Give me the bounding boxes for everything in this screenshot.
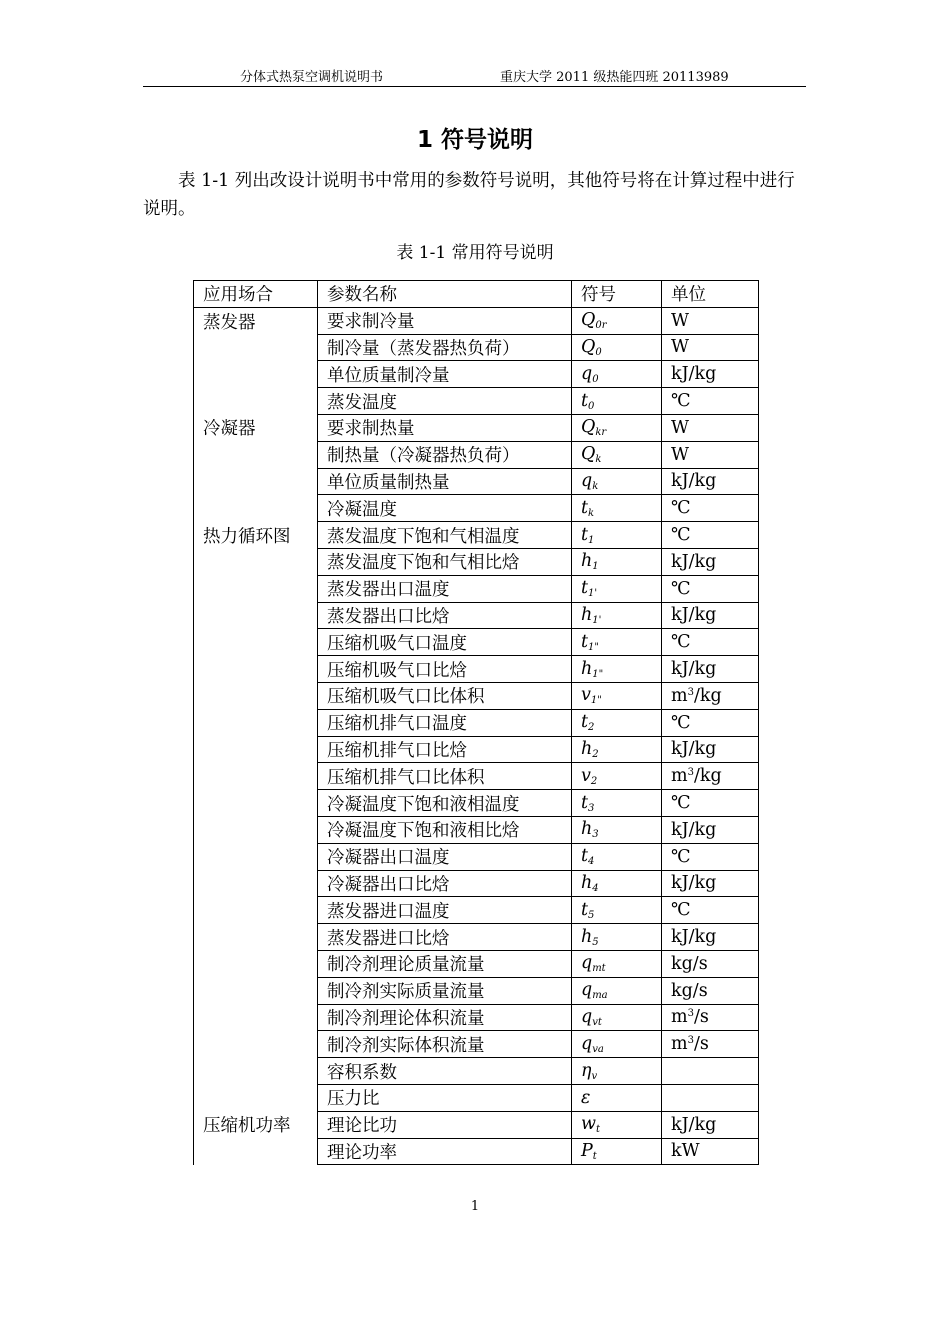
unit-cell: [662, 1084, 759, 1111]
section-title: 1 符号说明: [416, 127, 533, 153]
symbol-letter: Q: [581, 310, 596, 331]
unit-cell: [662, 334, 759, 361]
symbol-subscript: k: [595, 454, 602, 466]
symbol-cell: [572, 870, 662, 897]
symbol-subscript: kr: [595, 427, 607, 439]
symbol-subscript: 2: [592, 748, 599, 760]
symbol-cell: [572, 414, 662, 441]
unit-text: kW: [671, 1141, 700, 1162]
parameter-name-cell: 制冷剂实际质量流量: [318, 977, 572, 1004]
symbol-subscript: 3: [588, 802, 595, 814]
unit-text: kJ/kg: [671, 605, 717, 626]
header-cell-parameter: 参数名称: [318, 281, 572, 308]
table-caption: 表 1-1 常用符号说明: [396, 243, 554, 263]
unit-cell: [662, 897, 759, 924]
unit-text: m: [671, 766, 688, 787]
symbol-subscript: 4: [588, 856, 595, 868]
symbol-subscript: ma: [592, 990, 608, 1002]
symbol-letter: t: [581, 524, 589, 545]
symbol-letter: h: [581, 658, 593, 679]
symbol-letter: w: [581, 1114, 596, 1135]
symbol-subscript: 1: [588, 534, 595, 546]
symbol-cell: [572, 1058, 662, 1085]
unit-cell: [662, 522, 759, 549]
unit-text: kg/s: [671, 953, 708, 974]
parameter-name-cell: 压缩机吸气口温度: [318, 629, 572, 656]
parameter-name-cell: 蒸发器进口比焓: [318, 924, 572, 951]
parameter-name-cell: 压缩机吸气口比体积: [318, 682, 572, 709]
parameter-name-cell: 制冷剂理论体积流量: [318, 1004, 572, 1031]
table-row: [194, 1111, 759, 1138]
symbol-letter: t: [581, 390, 589, 411]
symbol-cell: [572, 629, 662, 656]
symbol-cell: [572, 307, 662, 334]
parameter-name-cell: 理论比功: [318, 1111, 572, 1138]
unit-text: ℃: [671, 793, 691, 814]
unit-cell: [662, 790, 759, 817]
group-cell: 冷凝器: [194, 414, 318, 521]
table-header-row: [194, 281, 759, 308]
unit-suffix: /s: [693, 1034, 709, 1055]
unit-cell: [662, 656, 759, 683]
parameter-name-cell: 制冷量（蒸发器热负荷）: [318, 334, 572, 361]
symbol-letter: Q: [581, 444, 596, 465]
symbol-subscript: 1": [590, 695, 602, 707]
unit-cell: [662, 388, 759, 415]
symbol-subscript: k: [592, 480, 599, 492]
symbol-letter: h: [581, 551, 593, 572]
symbol-letter: v: [581, 685, 591, 706]
unit-cell: [662, 1004, 759, 1031]
symbol-letter: q: [581, 1006, 593, 1027]
table-body: [194, 307, 759, 1165]
unit-cell: [662, 763, 759, 790]
unit-cell: [662, 924, 759, 951]
parameter-name-cell: 制热量（冷凝器热负荷）: [318, 441, 572, 468]
unit-text: kJ/kg: [671, 927, 717, 948]
symbol-letter: t: [581, 846, 589, 867]
unit-text: m: [671, 1034, 688, 1055]
symbol-cell: [572, 977, 662, 1004]
symbol-subscript: mt: [592, 963, 606, 975]
parameter-name-cell: 制冷剂理论质量流量: [318, 950, 572, 977]
unit-superscript: 3: [687, 686, 694, 698]
symbol-cell: [572, 1138, 662, 1165]
symbol-subscript: 0: [592, 373, 599, 385]
unit-cell: [662, 629, 759, 656]
symbol-subscript: k: [588, 507, 595, 519]
symbol-subscript: 2: [588, 722, 595, 734]
symbol-cell: [572, 575, 662, 602]
unit-text: ℃: [671, 712, 691, 733]
symbol-cell: [572, 656, 662, 683]
parameter-name-cell: 蒸发器进口温度: [318, 897, 572, 924]
header-cell-unit: 单位: [662, 281, 759, 308]
parameter-name-cell: 压缩机吸气口比焓: [318, 656, 572, 683]
symbol-table: [193, 280, 759, 1165]
symbol-letter: t: [581, 899, 589, 920]
parameter-name-cell: 压力比: [318, 1084, 572, 1111]
unit-cell: [662, 307, 759, 334]
unit-text: m: [671, 1007, 688, 1028]
unit-cell: [662, 1138, 759, 1165]
symbol-cell: [572, 763, 662, 790]
symbol-cell: [572, 522, 662, 549]
symbol-subscript: t: [592, 1150, 597, 1162]
unit-cell: [662, 709, 759, 736]
parameter-name-cell: 理论功率: [318, 1138, 572, 1165]
parameter-name-cell: 蒸发温度下饱和气相比焓: [318, 548, 572, 575]
unit-cell: [662, 1111, 759, 1138]
table-row: [194, 522, 759, 549]
symbol-subscript: 1': [592, 614, 602, 626]
parameter-name-cell: 单位质量制冷量: [318, 361, 572, 388]
unit-text: ℃: [671, 498, 691, 519]
symbol-cell: [572, 843, 662, 870]
symbol-subscript: 2: [590, 775, 598, 787]
symbol-subscript: 5: [588, 909, 595, 921]
unit-cell: [662, 414, 759, 441]
parameter-name-cell: 冷凝温度: [318, 495, 572, 522]
unit-text: m: [671, 685, 688, 706]
unit-text: kJ/kg: [671, 364, 717, 385]
symbol-subscript: 3: [592, 829, 599, 841]
parameter-name-cell: 冷凝器出口比焓: [318, 870, 572, 897]
page-header: [143, 66, 806, 87]
header-cell-symbol: 符号: [572, 281, 662, 308]
page-number: 1: [470, 1199, 480, 1214]
table-row: [194, 307, 759, 334]
unit-cell: [662, 575, 759, 602]
symbol-letter: q: [581, 470, 593, 491]
symbol-cell: [572, 736, 662, 763]
header-author-info: 重庆大学 2011 级热能四班 20113989: [500, 70, 729, 85]
unit-text: W: [671, 337, 689, 358]
symbol-cell: [572, 388, 662, 415]
unit-cell: [662, 495, 759, 522]
symbol-letter: P: [581, 1140, 593, 1161]
symbol-subscript: v: [591, 1070, 598, 1082]
unit-text: ℃: [671, 632, 691, 653]
unit-text: ℃: [671, 391, 691, 412]
symbol-cell: [572, 1111, 662, 1138]
symbol-letter: q: [581, 363, 593, 384]
symbol-letter: Q: [581, 417, 596, 438]
symbol-cell: [572, 1004, 662, 1031]
unit-text: ℃: [671, 900, 691, 921]
symbol-letter: t: [581, 497, 589, 518]
symbol-subscript: va: [592, 1043, 604, 1055]
unit-text: kJ/kg: [671, 819, 717, 840]
unit-text: kJ/kg: [671, 873, 717, 894]
unit-cell: [662, 816, 759, 843]
symbol-cell: [572, 441, 662, 468]
symbol-subscript: t: [595, 1124, 601, 1136]
symbol-subscript: 4: [592, 882, 599, 894]
symbol-cell: [572, 548, 662, 575]
parameter-name-cell: 要求制热量: [318, 414, 572, 441]
parameter-name-cell: 冷凝温度下饱和液相温度: [318, 790, 572, 817]
symbol-cell: [572, 950, 662, 977]
unit-text: ℃: [671, 578, 691, 599]
parameter-name-cell: 制冷剂实际体积流量: [318, 1031, 572, 1058]
symbol-letter: v: [581, 765, 591, 786]
symbol-cell: [572, 361, 662, 388]
parameter-name-cell: 冷凝温度下饱和液相比焓: [318, 816, 572, 843]
unit-cell: [662, 441, 759, 468]
unit-text: kJ/kg: [671, 739, 717, 760]
unit-superscript: 3: [687, 1035, 694, 1047]
unit-text: kJ/kg: [671, 1114, 717, 1135]
unit-text: ℃: [671, 525, 691, 546]
symbol-letter: ε: [581, 1087, 591, 1108]
unit-text: W: [671, 444, 689, 465]
symbol-subscript: 1": [588, 641, 600, 653]
unit-superscript: 3: [687, 767, 694, 779]
unit-superscript: 3: [687, 1008, 694, 1020]
unit-text: kJ/kg: [671, 659, 717, 680]
unit-cell: [662, 602, 759, 629]
symbol-letter: h: [581, 926, 593, 947]
unit-text: W: [671, 417, 689, 438]
symbol-cell: [572, 1031, 662, 1058]
intro-paragraph: 表 1-1 列出改设计说明书中常用的参数符号说明，其他符号将在计算过程中进行说明。: [143, 171, 795, 219]
symbol-letter: h: [581, 738, 593, 759]
header-doc-title: 分体式热泵空调机说明书: [240, 70, 384, 85]
symbol-letter: h: [581, 604, 593, 625]
symbol-letter: t: [581, 578, 589, 599]
parameter-name-cell: 压缩机排气口比焓: [318, 736, 572, 763]
symbol-subscript: 0: [595, 346, 602, 358]
unit-cell: [662, 1031, 759, 1058]
symbol-subscript: 1': [588, 588, 598, 600]
parameter-name-cell: 冷凝器出口温度: [318, 843, 572, 870]
parameter-name-cell: 容积系数: [318, 1058, 572, 1085]
unit-cell: [662, 548, 759, 575]
parameter-name-cell: 单位质量制热量: [318, 468, 572, 495]
symbol-cell: [572, 468, 662, 495]
symbol-cell: [572, 334, 662, 361]
symbol-letter: q: [581, 980, 593, 1001]
symbol-cell: [572, 924, 662, 951]
parameter-name-cell: 压缩机排气口比体积: [318, 763, 572, 790]
unit-cell: [662, 843, 759, 870]
symbol-subscript: 1: [592, 561, 599, 573]
symbol-letter: q: [581, 1033, 593, 1054]
symbol-letter: η: [581, 1060, 592, 1081]
symbol-subscript: 0r: [595, 320, 607, 332]
symbol-cell: [572, 682, 662, 709]
symbol-subscript: 1": [592, 668, 604, 680]
table-row: [194, 414, 759, 441]
parameter-name-cell: 蒸发温度: [318, 388, 572, 415]
symbol-letter: q: [581, 953, 593, 974]
symbol-cell: [572, 709, 662, 736]
unit-suffix: /kg: [693, 685, 722, 706]
unit-text: kg/s: [671, 980, 708, 1001]
symbol-subscript: vt: [592, 1016, 602, 1028]
group-cell: 蒸发器: [194, 307, 318, 414]
symbol-cell: [572, 602, 662, 629]
unit-cell: [662, 682, 759, 709]
symbol-letter: Q: [581, 336, 596, 357]
unit-cell: [662, 736, 759, 763]
unit-text: ℃: [671, 846, 691, 867]
symbol-cell: [572, 495, 662, 522]
unit-cell: [662, 468, 759, 495]
symbol-letter: h: [581, 819, 593, 840]
unit-cell: [662, 950, 759, 977]
unit-cell: [662, 361, 759, 388]
parameter-name-cell: 要求制冷量: [318, 307, 572, 334]
unit-cell: [662, 870, 759, 897]
parameter-name-cell: 蒸发器出口比焓: [318, 602, 572, 629]
group-cell: 热力循环图: [194, 522, 318, 1112]
symbol-letter: t: [581, 712, 589, 733]
unit-cell: [662, 977, 759, 1004]
unit-text: kJ/kg: [671, 471, 717, 492]
unit-cell: [662, 1058, 759, 1085]
symbol-letter: h: [581, 872, 593, 893]
symbol-subscript: 5: [592, 936, 599, 948]
unit-suffix: /kg: [693, 766, 722, 787]
parameter-name-cell: 压缩机排气口温度: [318, 709, 572, 736]
parameter-name-cell: 蒸发温度下饱和气相温度: [318, 522, 572, 549]
unit-text: W: [671, 310, 689, 331]
symbol-cell: [572, 1084, 662, 1111]
header-cell-context: 应用场合: [194, 281, 318, 308]
unit-suffix: /s: [693, 1007, 709, 1028]
symbol-letter: t: [581, 631, 589, 652]
symbol-cell: [572, 897, 662, 924]
parameter-name-cell: 蒸发器出口温度: [318, 575, 572, 602]
symbol-subscript: 0: [588, 400, 595, 412]
symbol-cell: [572, 790, 662, 817]
symbol-cell: [572, 816, 662, 843]
unit-text: kJ/kg: [671, 551, 717, 572]
symbol-letter: t: [581, 792, 589, 813]
group-cell: 压缩机功率: [194, 1111, 318, 1165]
